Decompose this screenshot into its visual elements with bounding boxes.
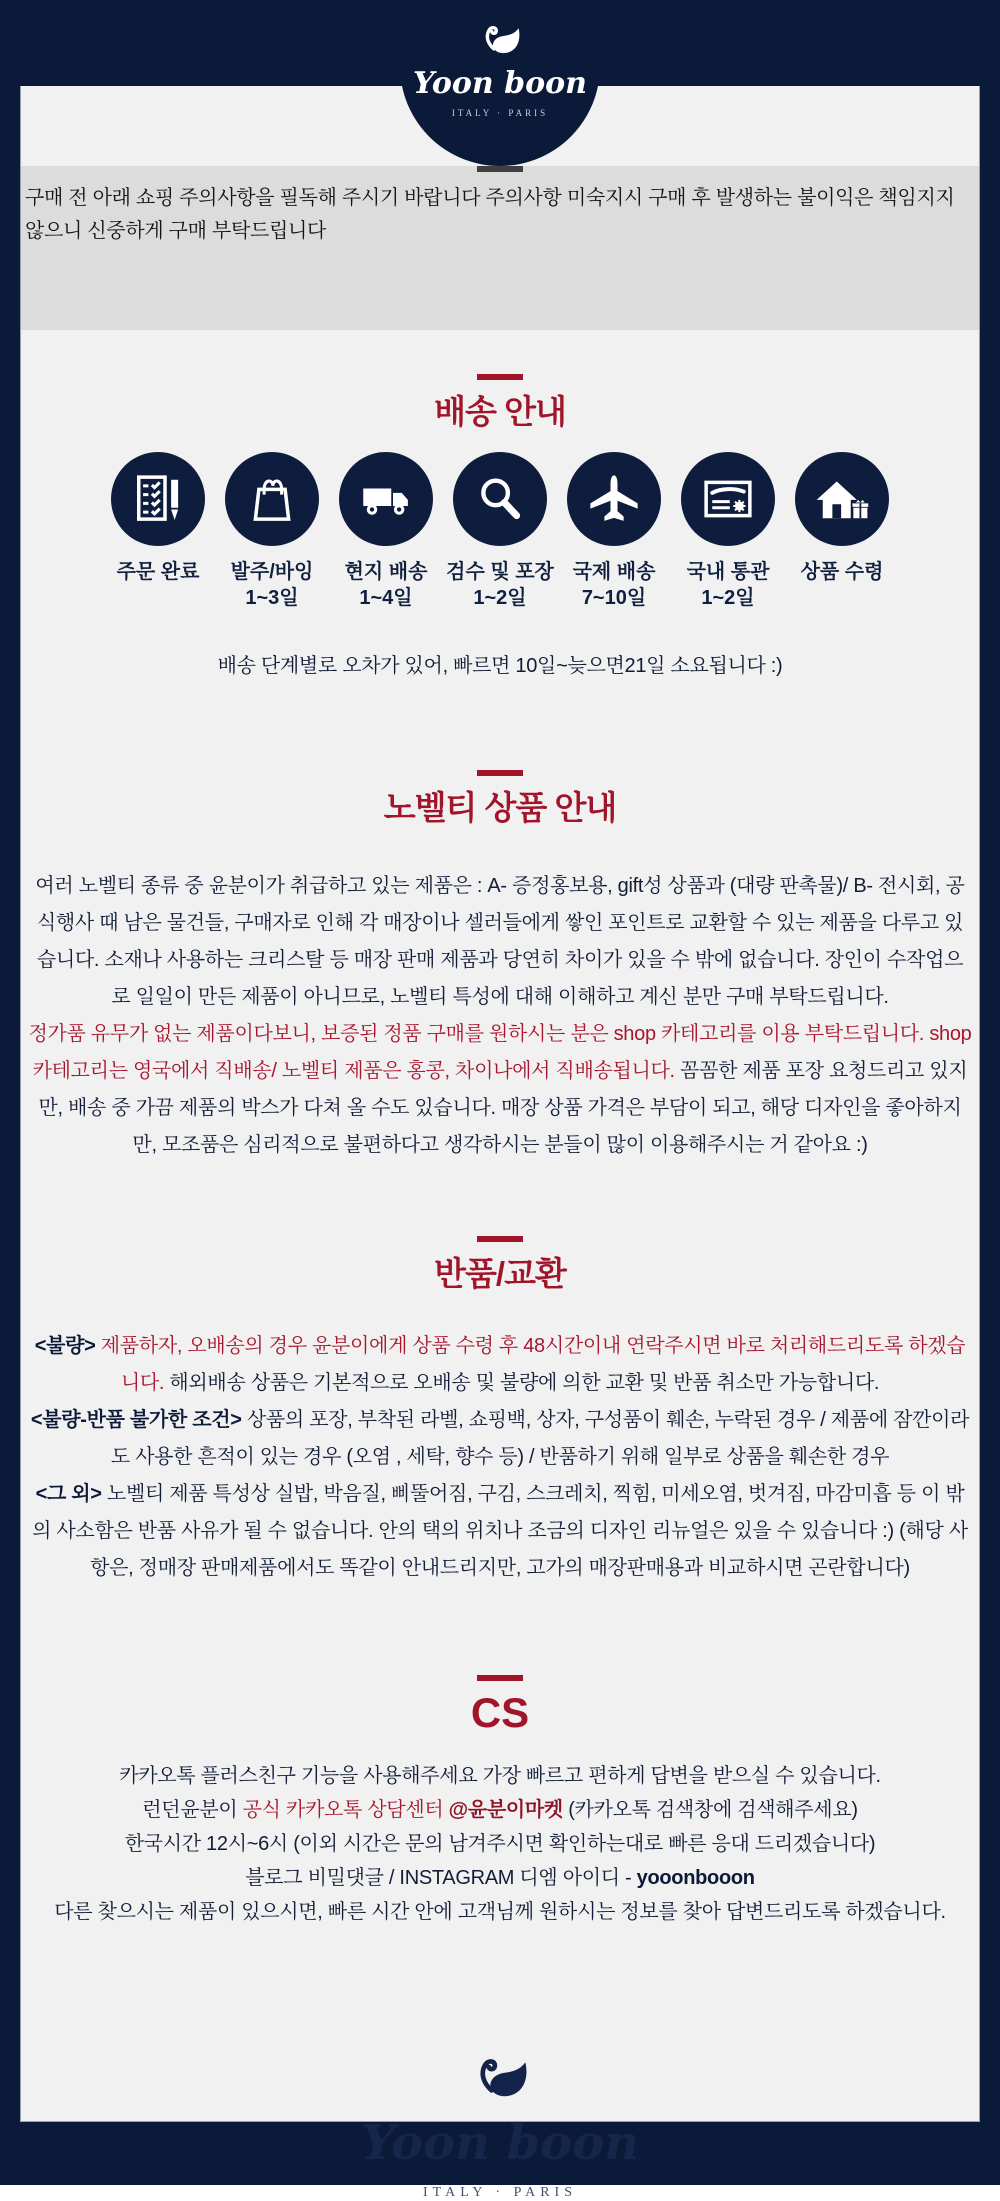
step-days: 1~3일	[245, 587, 299, 609]
cs-title: CS	[470, 1689, 530, 1736]
novelty-paragraph-2	[28, 1016, 972, 1164]
instagram-id: yooonbooon	[636, 1867, 755, 1889]
intro-text: 구매 전 아래 쇼핑 주의사항을 필독해 주시기 바랍니다 주의사항 미숙지시 구매 후 발생하는 불이익은 책임지지 않으니 신중하게 구매 부탁드립니다	[25, 187, 955, 242]
header-band	[0, 0, 1000, 118]
defect-red-text: 제품하자, 오배송의 경우 윤분이에게 상품 수령 후 48시간이내 연락주시면 바로 처리해드리도록 하겠습니다.	[95, 1335, 966, 1394]
shipping-step-international	[557, 452, 671, 611]
customs-certificate-icon	[700, 471, 756, 527]
step-days: 1~4일	[359, 587, 413, 609]
novelty-red-text: 정가품 유무가 없는 제품이다보니, 보증된 정품 구매를 원하시는 분은 shop 카테고리를 이용 부탁드립니다. shop카테고리는 영국에서 직배송/ 노벨티 제품은 홍콩, 차이나에서 직배송됩니다.	[28, 1023, 972, 1082]
step-circle	[111, 452, 205, 546]
step-label: 현지 배송	[344, 561, 428, 583]
shipping-step-receive	[785, 452, 899, 611]
returns-title: 반품/교환	[434, 1255, 566, 1292]
brand-name: Yoon boon	[413, 66, 587, 101]
step-label: 상품 수령	[800, 561, 884, 583]
section-divider	[477, 374, 523, 380]
returns-conditions-paragraph	[28, 1402, 972, 1476]
cs-line-4	[28, 1861, 972, 1895]
airplane-icon	[586, 471, 642, 527]
cs-line-2	[28, 1793, 972, 1827]
brand-subtitle: ITALY · PARIS	[422, 2185, 577, 2200]
truck-icon	[358, 471, 414, 527]
step-circle	[681, 452, 775, 546]
footer-logo	[21, 2051, 979, 2201]
cs-line4-pre: 블로그 비밀댓글 / INSTAGRAM 디엠 아이디 -	[245, 1867, 637, 1889]
step-circle	[795, 452, 889, 546]
cs-line-3: 한국시간 12시~6시 (이외 시간은 문의 남겨주시면 확인하는대로 빠른 응대 드리겠습니다)	[124, 1833, 876, 1855]
step-days: 1~2일	[701, 587, 755, 609]
conditions-text: 상품의 포장, 부착된 라벨, 쇼핑백, 상자, 구성품이 훼손, 누락된 경우 / 제품에 잠깐이라도 사용한 흔적이 있는 경우 (오염 , 세탁, 향수 등) / 반품하기 위해 일부로 상품을 훼손한 경우	[110, 1409, 970, 1468]
cs-line2-post: (카카오톡 검색창에 검색해주세요)	[562, 1799, 858, 1821]
novelty-paragraph-1: 여러 노벨티 종류 중 윤분이가 취급하고 있는 제품은 : A- 증정홍보용, gift성 상품과 (대량 판촉물)/ B- 전시회, 공식행사 때 남은 물건들, 구매자로 인해 각 매장이나 셀러들에게 쌓인 포인트로 교환할 수 있는 제품을 다루고 있습니다. 소재나 사용하는 크리스탈 등 매장 판매 제품과 당연히 차이가 있을 수 밖에 없습니다. 장인이 수작업으로 일일이 만든 제품이 아니므로, 노벨티 특성에 대해 이해하고 계신 분만 구매 부탁드립니다.	[35, 875, 965, 1008]
cs-line2-red: 공식 카카오톡 상담센터	[242, 1799, 449, 1821]
cs-section	[21, 1675, 979, 1929]
step-label: 국제 배송	[572, 561, 656, 583]
shipping-steps-row	[21, 452, 979, 611]
etc-tag: <그 외>	[35, 1483, 102, 1505]
section-divider	[477, 770, 523, 776]
step-circle	[225, 452, 319, 546]
magnifier-icon	[472, 471, 528, 527]
step-label: 검수 및 포장	[446, 561, 554, 583]
shipping-step-order-complete	[101, 452, 215, 611]
step-days: 1~2일	[473, 587, 527, 609]
shipping-step-local-delivery	[329, 452, 443, 611]
swan-logo-icon	[461, 2051, 539, 2111]
novelty-text-cont: 꼼꼼한 제품 포장 요청드리고 있지만, 배송 중 가끔 제품의 박스가 다쳐 올 수도 있습니다. 매장 상품 가격은 부담이 되고, 해당 디자인을 좋아하지만, 모조품은 심리적으로 불편하다고 생각하시는 분들이 많이 이용해주시는 거 같아요 :)	[38, 1060, 968, 1156]
returns-defect-paragraph	[28, 1328, 972, 1402]
step-label: 주문 완료	[116, 561, 200, 583]
swan-logo-icon	[476, 20, 524, 64]
order-checklist-icon	[130, 471, 186, 527]
shipping-step-buying	[215, 452, 329, 611]
etc-text: 노벨티 제품 특성상 실밥, 박음질, 삐뚤어짐, 구김, 스크레치, 찍힘, 미세오염, 벗겨짐, 마감미흡 등 이 밖의 사소함은 반품 사유가 될 수 없습니다. 안의 택의 위치나 조금의 디자인 리뉴얼은 있을 수 있습니다 :) (해당 사항은, 정매장 판매제품에서도 똑같이 안내드리지만, 고가의 매장판매용과 비교하시면 곤란합니다)	[32, 1483, 968, 1579]
shipping-step-inspection	[443, 452, 557, 611]
cs-line-1: 카카오톡 플러스친구 기능을 사용해주세요 가장 빠르고 편하게 답변을 받으실 수 있습니다.	[119, 1765, 881, 1787]
step-circle	[567, 452, 661, 546]
shipping-section	[21, 374, 979, 678]
step-label: 발주/바잉	[230, 561, 314, 583]
step-days: 7~10일	[581, 587, 647, 609]
defect-tag: <불량>	[34, 1335, 96, 1357]
intro-section	[21, 166, 979, 330]
step-circle	[453, 452, 547, 546]
brand-subtitle: ITALY · PARIS	[451, 108, 549, 118]
defect-text: 해외배송 상품은 기본적으로 오배송 및 불량에 의한 교환 및 반품 취소만 가능합니다.	[164, 1372, 880, 1394]
conditions-tag: <불량-반품 불가한 조건>	[30, 1409, 242, 1431]
shipping-title: 배송 안내	[434, 393, 566, 430]
novelty-title: 노벨티 상품 안내	[383, 789, 617, 826]
returns-etc-paragraph	[28, 1476, 972, 1587]
shipping-note: 배송 단계별로 오차가 있어, 빠르면 10일~늦으면21일 소요됩니다 :)	[217, 655, 783, 677]
home-gift-icon	[814, 471, 870, 527]
cs-line2-pre: 런던윤분이	[142, 1799, 243, 1821]
step-circle	[339, 452, 433, 546]
cs-line-5: 다른 찾으시는 제품이 있으시면, 빠른 시간 안에 고객님께 원하시는 정보를 찾아 답변드리도록 하겠습니다.	[54, 1901, 946, 1923]
brand-name: Yoon boon	[360, 2115, 640, 2171]
shipping-step-customs	[671, 452, 785, 611]
content-card	[20, 86, 980, 2200]
returns-section	[21, 1236, 979, 1587]
intro-divider	[477, 166, 523, 172]
shopping-bag-icon	[244, 471, 300, 527]
kakao-handle: @윤분이마켓	[448, 1799, 563, 1821]
novelty-section	[21, 770, 979, 1164]
section-divider	[477, 1675, 523, 1681]
section-divider	[477, 1236, 523, 1242]
step-label: 국내 통관	[686, 561, 770, 583]
